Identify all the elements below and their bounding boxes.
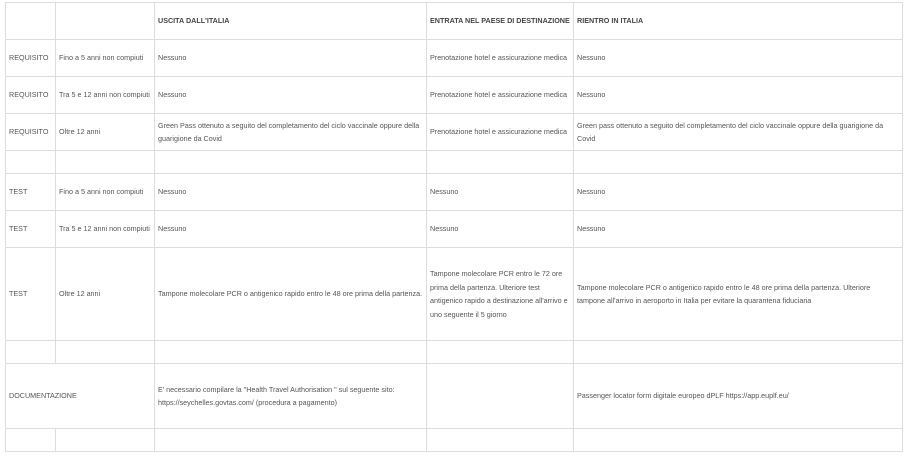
header-entry-destination: ENTRATA NEL PAESE DI DESTINAZIONE [427, 3, 574, 40]
spacer-row [6, 151, 903, 174]
table-row [6, 77, 903, 114]
empty-cell [427, 429, 574, 452]
entry-cell: Prenotazione hotel e assicurazione medica [427, 114, 574, 151]
return-cell: Green pass ottenuto a seguito del completamento del ciclo vaccinale oppure della guarigione da Covid [574, 114, 903, 151]
category-cell: TEST [6, 211, 56, 248]
category-cell: REQUISITO [6, 77, 56, 114]
exit-cell: Nessuno [155, 40, 427, 77]
exit-cell: Green Pass ottenuto a seguito del completamento del ciclo vaccinale oppure della guarigione da Covid [155, 114, 427, 151]
table-row [6, 114, 903, 151]
header-exit-italy: USCITA DALL'ITALIA [155, 3, 427, 40]
entry-cell: Nessuno [427, 174, 574, 211]
entry-cell: Prenotazione hotel e assicurazione medica [427, 77, 574, 114]
entry-cell: Nessuno [427, 211, 574, 248]
age-cell: Fino a 5 anni non compiuti [56, 174, 155, 211]
exit-cell: Nessuno [155, 211, 427, 248]
empty-cell [427, 151, 574, 174]
empty-cell [574, 151, 903, 174]
empty-cell [56, 151, 155, 174]
header-return-italy: RIENTRO IN ITALIA [574, 3, 903, 40]
return-cell: Tampone molecolare PCR o antigenico rapido entro le 48 ore prima della partenza. Ulteriore tampone all'arrivo in aeroporto in Italia per evitare la quarantena fiduciaria [574, 248, 903, 341]
empty-cell [574, 341, 903, 364]
return-cell: Nessuno [574, 77, 903, 114]
empty-cell [574, 429, 903, 452]
return-cell: Nessuno [574, 211, 903, 248]
category-cell: REQUISITO [6, 40, 56, 77]
header-cell [6, 3, 56, 40]
exit-cell: Tampone molecolare PCR o antigenico rapido entro le 48 ore prima della partenza. [155, 248, 427, 341]
empty-cell [427, 341, 574, 364]
travel-requirements-table [5, 2, 903, 452]
category-cell: REQUISITO [6, 114, 56, 151]
table-row [6, 40, 903, 77]
age-cell: Tra 5 e 12 anni non compiuti [56, 211, 155, 248]
spacer-row [6, 429, 903, 452]
table-row [6, 211, 903, 248]
documentation-entry-cell [427, 364, 574, 429]
header-row [6, 3, 903, 40]
exit-cell: Nessuno [155, 174, 427, 211]
documentation-exit-cell: E' necessario compilare la "Health Travel Authorisation " sul seguente sito: https://seychelles.govtas.com/ (procedura a pagamento) [155, 364, 427, 429]
header-cell [56, 3, 155, 40]
documentation-row [6, 364, 903, 429]
entry-cell: Prenotazione hotel e assicurazione medica [427, 40, 574, 77]
entry-cell: Tampone molecolare PCR entro le 72 ore prima della partenza. Ulteriore test antigenico rapido a destinazione all'arrivo e uno seguente il 5 giorno [427, 248, 574, 341]
category-cell: TEST [6, 174, 56, 211]
spacer-row [6, 341, 903, 364]
empty-cell [56, 429, 155, 452]
return-cell: Nessuno [574, 174, 903, 211]
empty-cell [56, 341, 155, 364]
empty-cell [6, 341, 56, 364]
empty-cell [155, 151, 427, 174]
empty-cell [6, 429, 56, 452]
empty-cell [155, 429, 427, 452]
age-cell: Fino a 5 anni non compiuti [56, 40, 155, 77]
age-cell: Tra 5 e 12 anni non compiuti [56, 77, 155, 114]
empty-cell [155, 341, 427, 364]
return-cell: Nessuno [574, 40, 903, 77]
exit-cell: Nessuno [155, 77, 427, 114]
table-row [6, 248, 903, 341]
table-row [6, 174, 903, 211]
age-cell: Oltre 12 anni [56, 248, 155, 341]
documentation-label: DOCUMENTAZIONE [6, 364, 155, 429]
category-cell: TEST [6, 248, 56, 341]
documentation-return-cell: Passenger locator form digitale europeo dPLF https://app.euplf.eu/ [574, 364, 903, 429]
empty-cell [6, 151, 56, 174]
age-cell: Oltre 12 anni [56, 114, 155, 151]
